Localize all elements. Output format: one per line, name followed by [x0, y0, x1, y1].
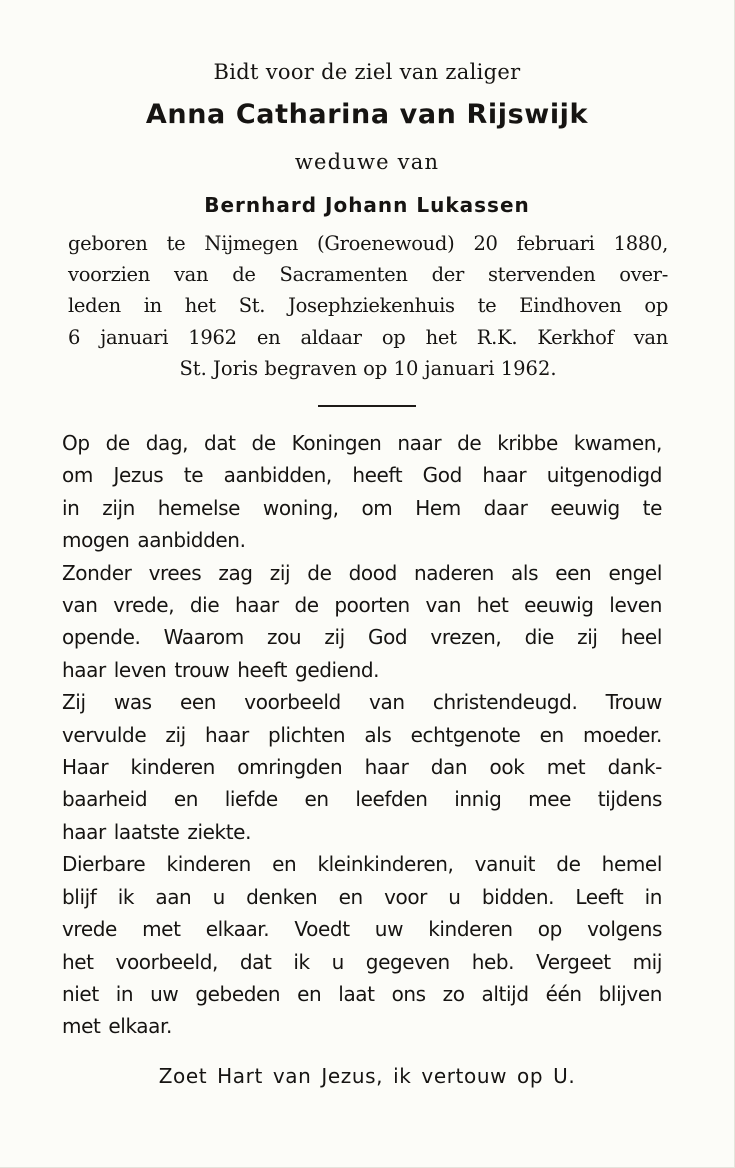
text-line: Dierbare kinderen en kleinkinderen, vanuit de hemel	[62, 852, 662, 877]
prayer-intro: Bidt voor de ziel van zaliger	[213, 60, 521, 84]
text-line: Zij was een voorbeeld van christendeugd. Trouw	[62, 690, 662, 715]
husband-name: Bernhard Johann Lukassen	[204, 193, 530, 217]
text-line: Zonder vrees zag zij de dood naderen als een engel	[62, 560, 662, 585]
text-line: opende. Waarom zou zij God vrezen, die zij heel	[62, 625, 662, 650]
text-line: mogen aanbidden.	[62, 528, 246, 553]
text-line: Haar kinderen omringden haar dan ook met dank-	[62, 755, 662, 780]
widow-of-label: weduwe van	[294, 150, 440, 174]
text-line: blijf ik aan u denken en voor u bidden. Leeft in	[62, 884, 662, 909]
text-line: met elkaar.	[62, 1014, 172, 1039]
text-line: niet in uw gebeden en laat ons zo altijd één blijven	[62, 981, 662, 1006]
text-line: baarheid en liefde en leefden innig mee tijdens	[62, 787, 662, 812]
text-line: vrede met elkaar. Voedt uw kinderen op volgens	[62, 917, 662, 942]
biography	[68, 228, 668, 384]
text-line: om Jezus te aanbidden, heeft God haar uitgenodigd	[62, 463, 662, 488]
bio-line: leden in het St. Josephziekenhuis te Eindhoven op	[68, 294, 668, 318]
text-line: haar laatste ziekte.	[62, 819, 252, 844]
memorial-text	[62, 427, 662, 1043]
divider	[318, 405, 416, 407]
text-line: van vrede, die haar de poorten van het eeuwig leven	[62, 593, 662, 618]
text-line: Op de dag, dat de Koningen naar de kribbe kwamen,	[62, 431, 662, 455]
text-line: vervulde zij haar plichten als echtgenote en moeder.	[62, 722, 662, 747]
deceased-name: Anna Catharina van Rijswijk	[145, 99, 589, 130]
bio-line: geboren te Nijmegen (Groenewoud) 20 februari 1880,	[68, 232, 668, 255]
bio-line: St. Joris begraven op 10 januari 1962.	[179, 356, 557, 380]
closing-prayer: Zoet Hart van Jezus, ik vertouw op U.	[158, 1064, 576, 1088]
bio-line: voorzien van de Sacramenten der stervenden over-	[68, 263, 668, 287]
text-line: haar leven trouw heeft gediend.	[62, 657, 380, 682]
text-line: in zijn hemelse woning, om Hem daar eeuwig te	[62, 495, 662, 520]
bio-line: 6 januari 1962 en aldaar op het R.K. Kerkhof van	[68, 325, 668, 349]
text-line: het voorbeeld, dat ik u gegeven heb. Vergeet mij	[62, 949, 662, 974]
